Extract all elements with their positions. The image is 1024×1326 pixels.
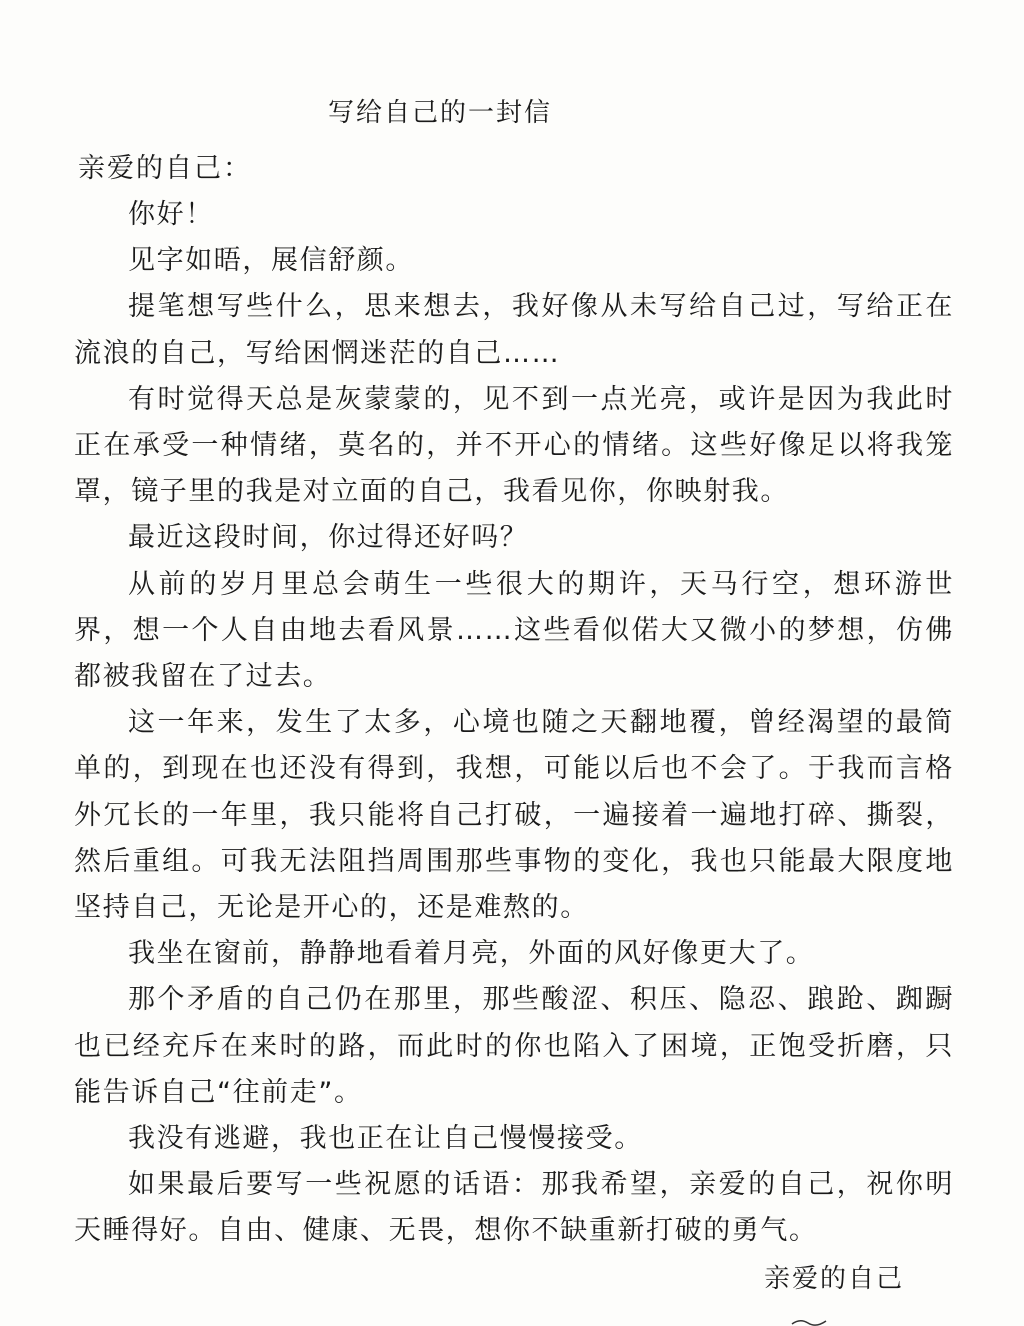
letter-body (74, 192, 954, 1255)
paragraph: 我坐在窗前，静静地看着月亮，外面的风好像更大了。 (128, 938, 815, 970)
paragraph: 有时觉得天总是灰蒙蒙的，见不到一点光亮，或许是因为我此时正在承受一种情绪，莫名的，并不开心的情绪。这些好像足以将我笼罩，镜子里的我是对立面的自己，我看见你，你映射我。 (74, 383, 954, 508)
letter-signature: 亲爱的自己 (764, 1264, 905, 1294)
paragraph: 最近这段时间，你过得还好吗？ (128, 522, 529, 554)
paragraph: 提笔想写些什么，思来想去，我好像从未写给自己过，写给正在流浪的自己，写给困惘迷茫的自己…… (74, 291, 954, 369)
paragraph: 如果最后要写一些祝愿的话语：那我希望，亲爱的自己，祝你明天睡得好。自由、健康、无畏，想你不缺重新打破的勇气。 (74, 1169, 954, 1247)
ink-scribble-decoration (790, 1316, 830, 1326)
paragraph: 你好！ (128, 199, 214, 230)
paragraph: 这一年来，发生了太多，心境也随之天翻地覆，曾经渴望的最简单的，到现在也还没有得到，我想，可能以后也不会了。于我而言格外冗长的一年里，我只能将自己打破，一遍接着一遍地打碎、撕裂，然后重组。可我无法阻挡周围那些事物的变化，我也只能最大限度地坚持自己，无论是开心的，还是难熬的。 (74, 707, 954, 924)
letter-salutation: 亲爱的自己： (78, 153, 252, 184)
paragraph: 我没有逃避，我也正在让自己慢慢接受。 (128, 1123, 643, 1155)
paragraph: 见字如晤，展信舒颜。 (128, 245, 414, 277)
letter-title: 写给自己的一封信 (327, 98, 552, 128)
paragraph: 那个矛盾的自己仍在那里，那些酸涩、积压、隐忍、踉跄、踟蹰也已经充斥在来时的路，而此时的你也陷入了困境，正饱受折磨，只能告诉自己“往前走”。 (74, 984, 954, 1108)
paragraph: 从前的岁月里总会萌生一些很大的期许，天马行空，想环游世界，想一个人自由地去看风景……这些看似偌大又微小的梦想，仿佛都被我留在了过去。 (74, 568, 954, 693)
